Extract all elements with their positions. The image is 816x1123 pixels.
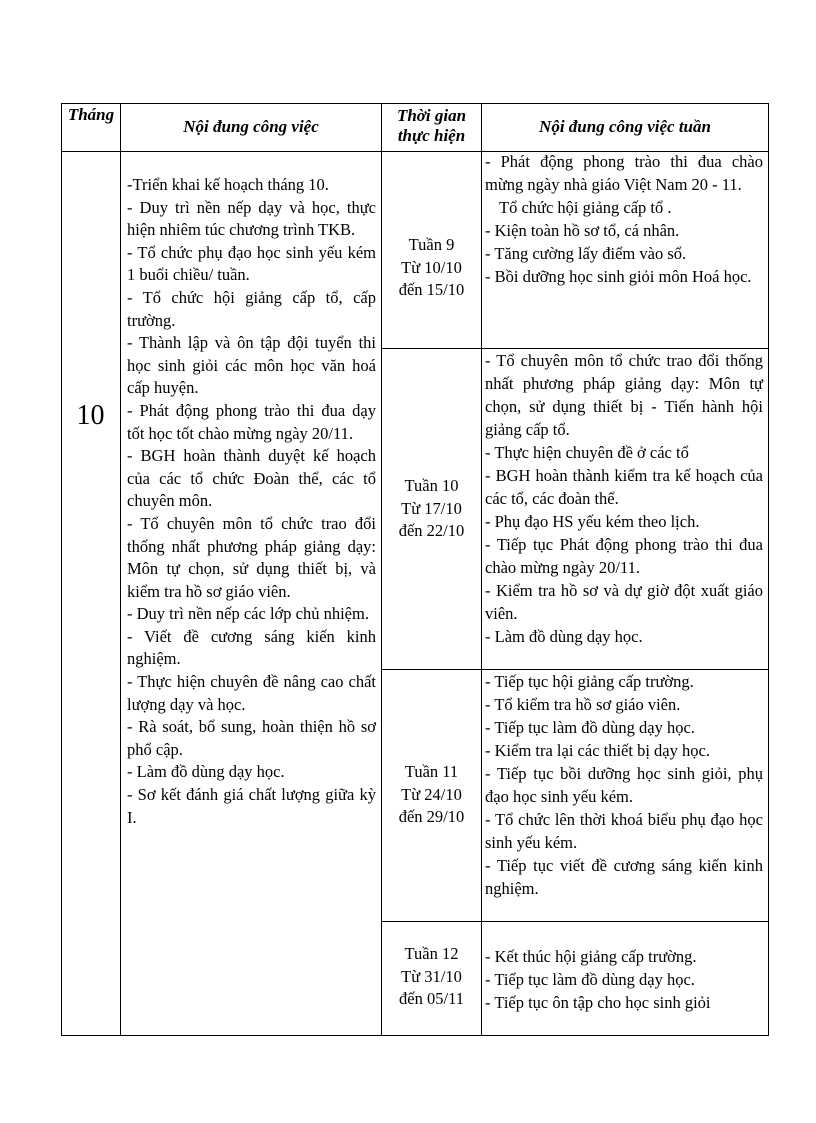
week-item: - Tiếp tục làm đồ dùng dạy học. xyxy=(485,970,695,989)
week-item: - Tổ chuyên môn tổ chức trao đổi thống nhất phương pháp giảng dạy: Môn tự chọn, sử dụng thiết bị - Tiến hành hội giảng cấp tổ. xyxy=(485,351,763,439)
header-month xyxy=(65,105,117,151)
task-item: - BGH hoàn thành duyệt kế hoạch của các tổ chức Đoàn thể, các tổ chuyên môn. xyxy=(127,446,376,511)
week-item: - Tiếp tục hội giảng cấp trường. xyxy=(485,672,694,691)
header-month-label: Tháng xyxy=(67,105,115,124)
week-to: đến 29/10 xyxy=(398,807,465,827)
week-item: - Tăng cường lấy điểm vào sổ. xyxy=(485,244,687,263)
week-item: - Phát động phong trào thi đua chào mừng ngày nhà giáo Việt Nam 20 - 11. xyxy=(485,152,763,194)
week-to: đến 15/10 xyxy=(398,280,465,300)
header-content xyxy=(121,117,381,137)
week-11-time xyxy=(382,761,481,829)
task-item: - Phát động phong trào thi đua dạy tốt học tốt chào mừng ngày 20/11. xyxy=(127,400,376,443)
header-weekly xyxy=(482,117,768,137)
week-item: - Bồi dưỡng học sinh giỏi môn Hoá học. xyxy=(485,267,752,286)
week-item: Tổ chức hội giảng cấp tổ . xyxy=(499,198,672,217)
week-10-items xyxy=(485,349,763,648)
week-9-items xyxy=(485,150,763,288)
week-item: - Làm đồ dùng dạy học. xyxy=(485,627,643,646)
task-item: - Thành lập và ôn tập đội tuyển thi học sinh giỏi các môn học văn hoá cấp huyện. xyxy=(127,333,376,398)
week-item: - Tiếp tục bồi dưỡng học sinh giỏi, phụ đạo học sinh yếu kém. xyxy=(485,764,763,806)
week-label: Tuần 9 xyxy=(408,235,455,254)
plan-table xyxy=(61,103,769,1036)
header-content-label: Nội đung công việc xyxy=(183,117,319,136)
week-11-items xyxy=(485,670,763,900)
week-10-time xyxy=(382,475,481,543)
week-from: Từ 31/10 xyxy=(401,966,462,986)
task-item: - Thực hiện chuyên đề nâng cao chất lượng dạy và học. xyxy=(127,672,376,714)
week-12-time xyxy=(382,943,481,1011)
week-to: đến 05/11 xyxy=(399,989,464,1009)
week-from: Từ 10/10 xyxy=(401,257,462,277)
task-item: - Rà soát, bổ sung, hoàn thiện hồ sơ phổ cập. xyxy=(127,717,376,759)
header-time xyxy=(385,106,478,146)
task-item: - Duy trì nền nếp các lớp chủ nhiệm. xyxy=(127,604,369,624)
week-to: đến 22/10 xyxy=(398,521,465,541)
week-label: Tuần 11 xyxy=(404,762,459,781)
task-item: - Duy trì nền nếp dạy và học, thực hiện nhiêm túc chương trình TKB. xyxy=(127,197,376,240)
week-item: - Thực hiện chuyên đề ở các tổ xyxy=(485,443,689,462)
task-item: - Sơ kết đánh giá chất lượng giữa kỳ I. xyxy=(127,785,376,827)
week-item: - Tổ kiểm tra hồ sơ giáo viên. xyxy=(485,695,681,714)
week-item: - Tiếp tục làm đồ dùng dạy học. xyxy=(485,718,695,737)
month-number: 10 xyxy=(76,400,105,431)
task-item: - Tổ chuyên môn tổ chức trao đổi thống nhất phương pháp giảng dạy: Môn tự chọn, sử dụng thiết bị, và kiểm tra hồ sơ giáo viên. xyxy=(127,513,376,601)
week-9-time xyxy=(382,234,481,302)
week-item: - Tiếp tục ôn tập cho học sinh giỏi xyxy=(485,993,711,1012)
week-item: - Kiện toàn hồ sơ tổ, cá nhân. xyxy=(485,221,680,240)
week-from: Từ 24/10 xyxy=(401,784,462,804)
week-12-items xyxy=(485,945,763,1014)
monthly-tasks xyxy=(127,174,376,829)
month-value xyxy=(61,400,120,432)
week-item: - Tổ chức lên thời khoá biểu phụ đạo học sinh yếu kém. xyxy=(485,810,763,852)
week-from: Từ 17/10 xyxy=(401,498,462,518)
week-label: Tuần 10 xyxy=(404,476,459,495)
week-item: - BGH hoàn thành kiểm tra kế hoạch của các tổ, các đoàn thể. xyxy=(485,466,763,508)
week-item: - Phụ đạo HS yếu kém theo lịch. xyxy=(485,512,700,531)
task-item: - Tổ chức phụ đạo học sinh yếu kém 1 buổi chiều/ tuần. xyxy=(127,242,376,285)
week-item: - Kiểm tra hồ sơ và dự giờ đột xuất giáo viên. xyxy=(485,581,763,623)
task-item: -Triển khai kế hoạch tháng 10. xyxy=(127,175,329,194)
header-weekly-label: Nội đung công việc tuần xyxy=(539,117,711,136)
task-item: - Làm đồ dùng dạy học. xyxy=(127,762,285,782)
task-item: - Viết đề cương sáng kiến kinh nghiệm. xyxy=(127,626,376,669)
week-item: - Kiểm tra lại các thiết bị dạy học. xyxy=(485,741,710,760)
week-item: - Tiếp tục viết đề cương sáng kiến kinh nghiệm. xyxy=(485,856,763,898)
week-label: Tuần 12 xyxy=(404,944,459,963)
task-item: - Tổ chức hội giảng cấp tổ, cấp trường. xyxy=(127,287,376,330)
header-time-label: Thời gian thực hiện xyxy=(396,106,467,145)
week-item: - Kết thúc hội giảng cấp trường. xyxy=(485,947,697,966)
week-item: - Tiếp tục Phát động phong trào thi đua chào mừng ngày 20/11. xyxy=(485,535,763,577)
